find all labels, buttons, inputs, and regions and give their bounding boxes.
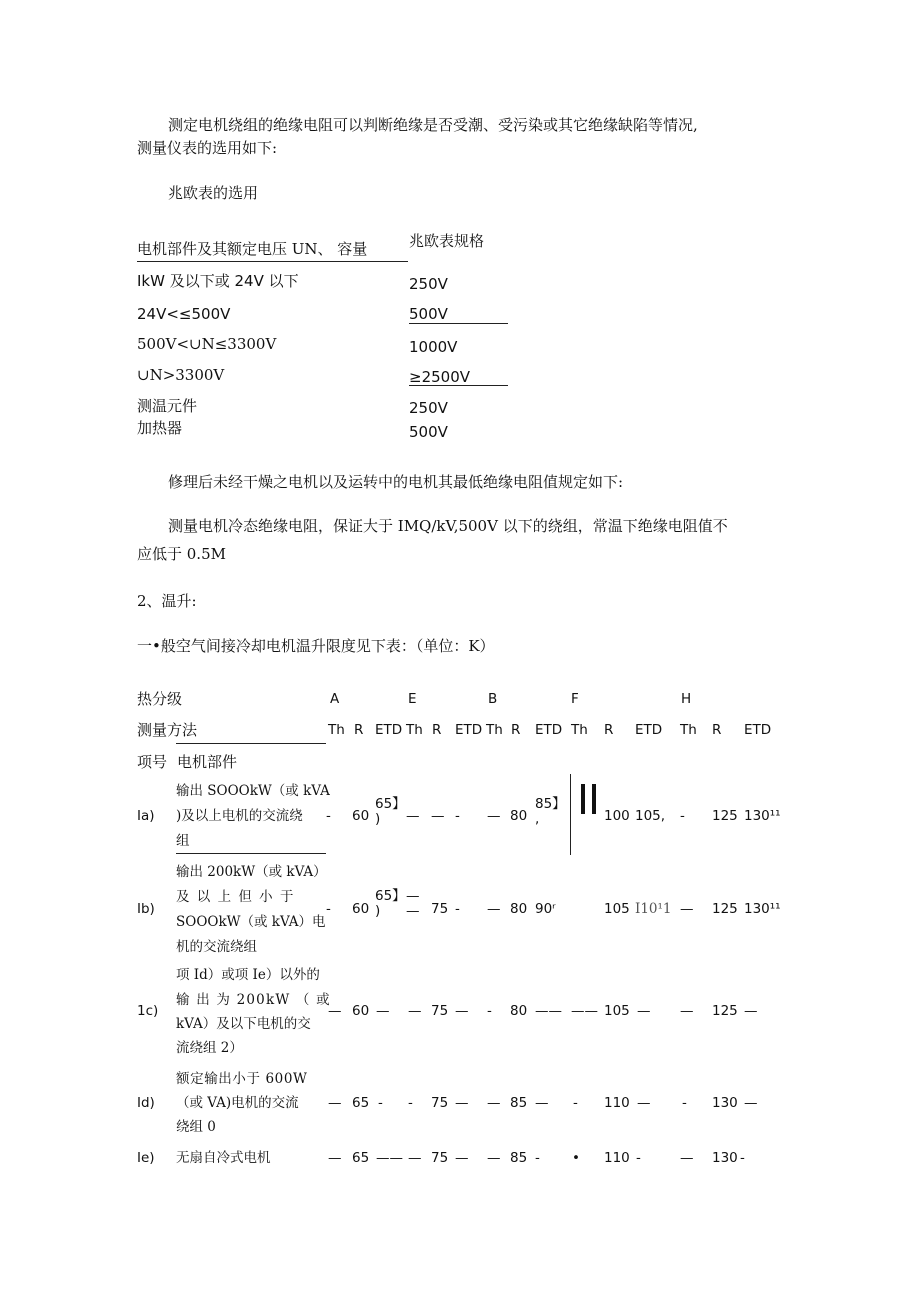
part-desc: 无扇自冷式电机 [176, 1150, 271, 1166]
value-cell: — — [406, 888, 420, 919]
value-cell: 125 [712, 808, 738, 824]
value-cell: 130 [712, 1150, 738, 1166]
value-cell: - [455, 808, 460, 824]
value-cell: - [378, 1095, 383, 1111]
method: R [354, 722, 364, 738]
value-cell: — [328, 1095, 342, 1111]
heat-class: E [408, 691, 417, 707]
megger-row-part: IkW 及以下或 24V 以下 [137, 272, 299, 290]
megger-row-part: 500V<∪N≤3300V [137, 335, 277, 353]
megger-header-spec: 兆欧表规格 [409, 232, 485, 250]
heat-class: B [488, 691, 498, 707]
value-cell: 100 [604, 808, 630, 824]
value-cell: - [682, 1095, 687, 1111]
intro-line-2: 测量仪表的选用如下: [137, 139, 278, 157]
part-desc: 输出 SOOOkW（或 kVA [176, 783, 330, 799]
heat-class: A [330, 691, 340, 707]
value-cell: 110 [604, 1095, 630, 1111]
value-cell: — [431, 808, 445, 824]
value-cell: 105 [604, 1003, 630, 1019]
value-cell: — [487, 1150, 501, 1166]
value-cell: - [680, 808, 685, 824]
part-desc: 输出 200kW（或 kVA） [176, 864, 327, 880]
value-cell: • [572, 1150, 580, 1166]
method: Th [486, 722, 503, 738]
megger-header-rule [137, 261, 408, 262]
value-cell: 60 [352, 808, 370, 824]
value-cell: - [535, 1150, 540, 1166]
value-cell: 65】 ) [375, 796, 406, 827]
method: R [604, 722, 614, 738]
value-cell: — [455, 1003, 469, 1019]
item-id: Ib) [137, 901, 155, 917]
megger-row-part: 加热器 [137, 419, 183, 437]
mark-bar [592, 784, 596, 814]
method: Th [680, 722, 697, 738]
item-id: Id) [137, 1095, 155, 1111]
value-cell: - [573, 1095, 578, 1111]
part-desc: SOOOkW（或 kVA）电 [176, 914, 326, 930]
value-cell: — [487, 1095, 501, 1111]
value-cell: 125 [712, 1003, 738, 1019]
part-desc: )及以上电机的交流绕 [176, 808, 303, 824]
value-cell: — [487, 901, 501, 917]
value-cell: — [455, 1150, 469, 1166]
part-desc: 输 出 为 200kW （ 或 [176, 992, 331, 1008]
megger-row-part: ∪N>3300V [137, 366, 225, 384]
part-desc: kVA）及以下电机的交 [176, 1016, 311, 1032]
method: ETD [744, 722, 772, 738]
part-desc: 流绕组 2） [176, 1040, 243, 1056]
value-cell: —— [376, 1150, 403, 1166]
value-cell: — [455, 1095, 469, 1111]
value-cell: — [535, 1095, 549, 1111]
section-title-megger: 兆欧表的选用 [168, 184, 259, 202]
value-cell: — [744, 1003, 758, 1019]
part-desc: 机的交流绕组 [176, 939, 257, 955]
value-cell: 75 [431, 1150, 449, 1166]
value-cell: — [408, 1150, 422, 1166]
value-cell: - [408, 1095, 413, 1111]
value-cell: 130¹¹ [744, 901, 781, 917]
heat-class: H [681, 691, 692, 707]
megger-header-part: 电机部件及其额定电压 UN、 容量 [137, 240, 368, 258]
para-measure-line-1: 测量电机冷态绝缘电阻，保证大于 IMQ∕kV,500V 以下的绕组，常温下绝缘电阻值不 [168, 517, 728, 535]
value-cell: 75 [431, 901, 449, 917]
header-rule [176, 743, 326, 744]
megger-row-rule [409, 385, 508, 386]
value-cell: — [406, 808, 420, 824]
mark-bar [581, 784, 585, 814]
value-cell: 75 [431, 1095, 449, 1111]
value-cell: 65】 ) [375, 888, 406, 919]
megger-row-spec: 1000V [409, 338, 458, 356]
value-cell: — [637, 1095, 651, 1111]
value-cell: - [455, 901, 460, 917]
method: R [712, 722, 722, 738]
para-measure-line-2: 应低于 0.5M [137, 545, 226, 563]
method: ETD [635, 722, 663, 738]
method: R [511, 722, 521, 738]
megger-row-spec: 500V [409, 423, 448, 441]
intro-line-1: 测定电机绕组的绝缘电阻可以判断绝缘是否受潮、受污染或其它绝缘缺陷等情况, [168, 116, 698, 134]
part-desc: 项 Id）或项 Ie）以外的 [176, 967, 320, 983]
value-cell: 60 [352, 1003, 370, 1019]
value-cell: —— [535, 1003, 562, 1019]
value-cell: 65 [352, 1150, 370, 1166]
value-cell: - [326, 901, 331, 917]
value-cell: 85 [510, 1150, 528, 1166]
value-cell: — [328, 1003, 342, 1019]
value-cell: 60 [352, 901, 370, 917]
value-cell: 130 [712, 1095, 738, 1111]
value-cell: 80 [510, 808, 528, 824]
value-cell: — [408, 1003, 422, 1019]
column-divider [570, 774, 571, 855]
item-id: Ia) [137, 808, 155, 824]
part-desc: 组 [176, 833, 190, 849]
value-cell: — [376, 1003, 390, 1019]
value-cell: 85】 , [535, 796, 566, 827]
part-desc: 额定输出小于 600W [176, 1071, 308, 1087]
value-cell: - [636, 1150, 641, 1166]
megger-row-part: 24V<≤500V [137, 305, 231, 323]
section-2-subtitle: 一•般空气间接冷却电机温升限度见下表：（单位：K） [137, 637, 495, 655]
value-cell: 105 [604, 901, 630, 917]
value-cell: — [680, 901, 694, 917]
item-id: Ie) [137, 1150, 155, 1166]
item-label: 项号 [137, 753, 168, 771]
megger-row-spec: 500V [409, 305, 448, 323]
para-min-resistance: 修理后未经干燥之电机以及运转中的电机其最低绝缘电阻值规定如下: [168, 473, 624, 491]
megger-row-rule [409, 323, 508, 324]
method: Th [406, 722, 423, 738]
value-cell: —— [571, 1003, 598, 1019]
value-cell: - [487, 1003, 492, 1019]
megger-row-spec: ≥2500V [409, 368, 471, 386]
heat-class: F [571, 691, 579, 707]
item-id: 1c) [137, 1003, 159, 1019]
value-cell: 110 [604, 1150, 630, 1166]
method: Th [571, 722, 588, 738]
megger-row-spec: 250V [409, 275, 448, 293]
value-cell: 65 [352, 1095, 370, 1111]
row-rule [176, 853, 326, 854]
value-cell: — [637, 1003, 651, 1019]
method: R [432, 722, 442, 738]
part-desc: 绕组 0 [176, 1119, 216, 1135]
method-label: 测量方法 [137, 721, 198, 739]
part-desc: 及 以 上 但 小 于 [176, 889, 295, 905]
value-cell: - [326, 808, 331, 824]
value-cell: 125 [712, 901, 738, 917]
value-cell: 80 [510, 901, 528, 917]
value-cell: — [680, 1150, 694, 1166]
value-cell: 80 [510, 1003, 528, 1019]
heat-class-label: 热分级 [137, 690, 183, 708]
value-cell: 130¹¹ [744, 808, 781, 824]
value-cell: I10¹1 [635, 901, 672, 917]
value-cell: 75 [431, 1003, 449, 1019]
part-label: 电机部件 [177, 753, 238, 771]
method: Th [328, 722, 345, 738]
value-cell: — [744, 1095, 758, 1111]
value-cell: 105, [635, 808, 666, 824]
value-cell: 90ʳ [535, 901, 556, 917]
megger-row-spec: 250V [409, 399, 448, 417]
method: ETD [535, 722, 563, 738]
part-desc: （或 VA)电机的交流 [176, 1095, 299, 1111]
method: ETD [455, 722, 483, 738]
value-cell: — [487, 808, 501, 824]
section-2-heading: 2、温升: [137, 592, 197, 610]
megger-row-part: 测温元件 [137, 397, 198, 415]
value-cell: - [740, 1150, 745, 1166]
value-cell: — [328, 1150, 342, 1166]
value-cell: 85 [510, 1095, 528, 1111]
method: ETD [375, 722, 403, 738]
value-cell: — [680, 1003, 694, 1019]
